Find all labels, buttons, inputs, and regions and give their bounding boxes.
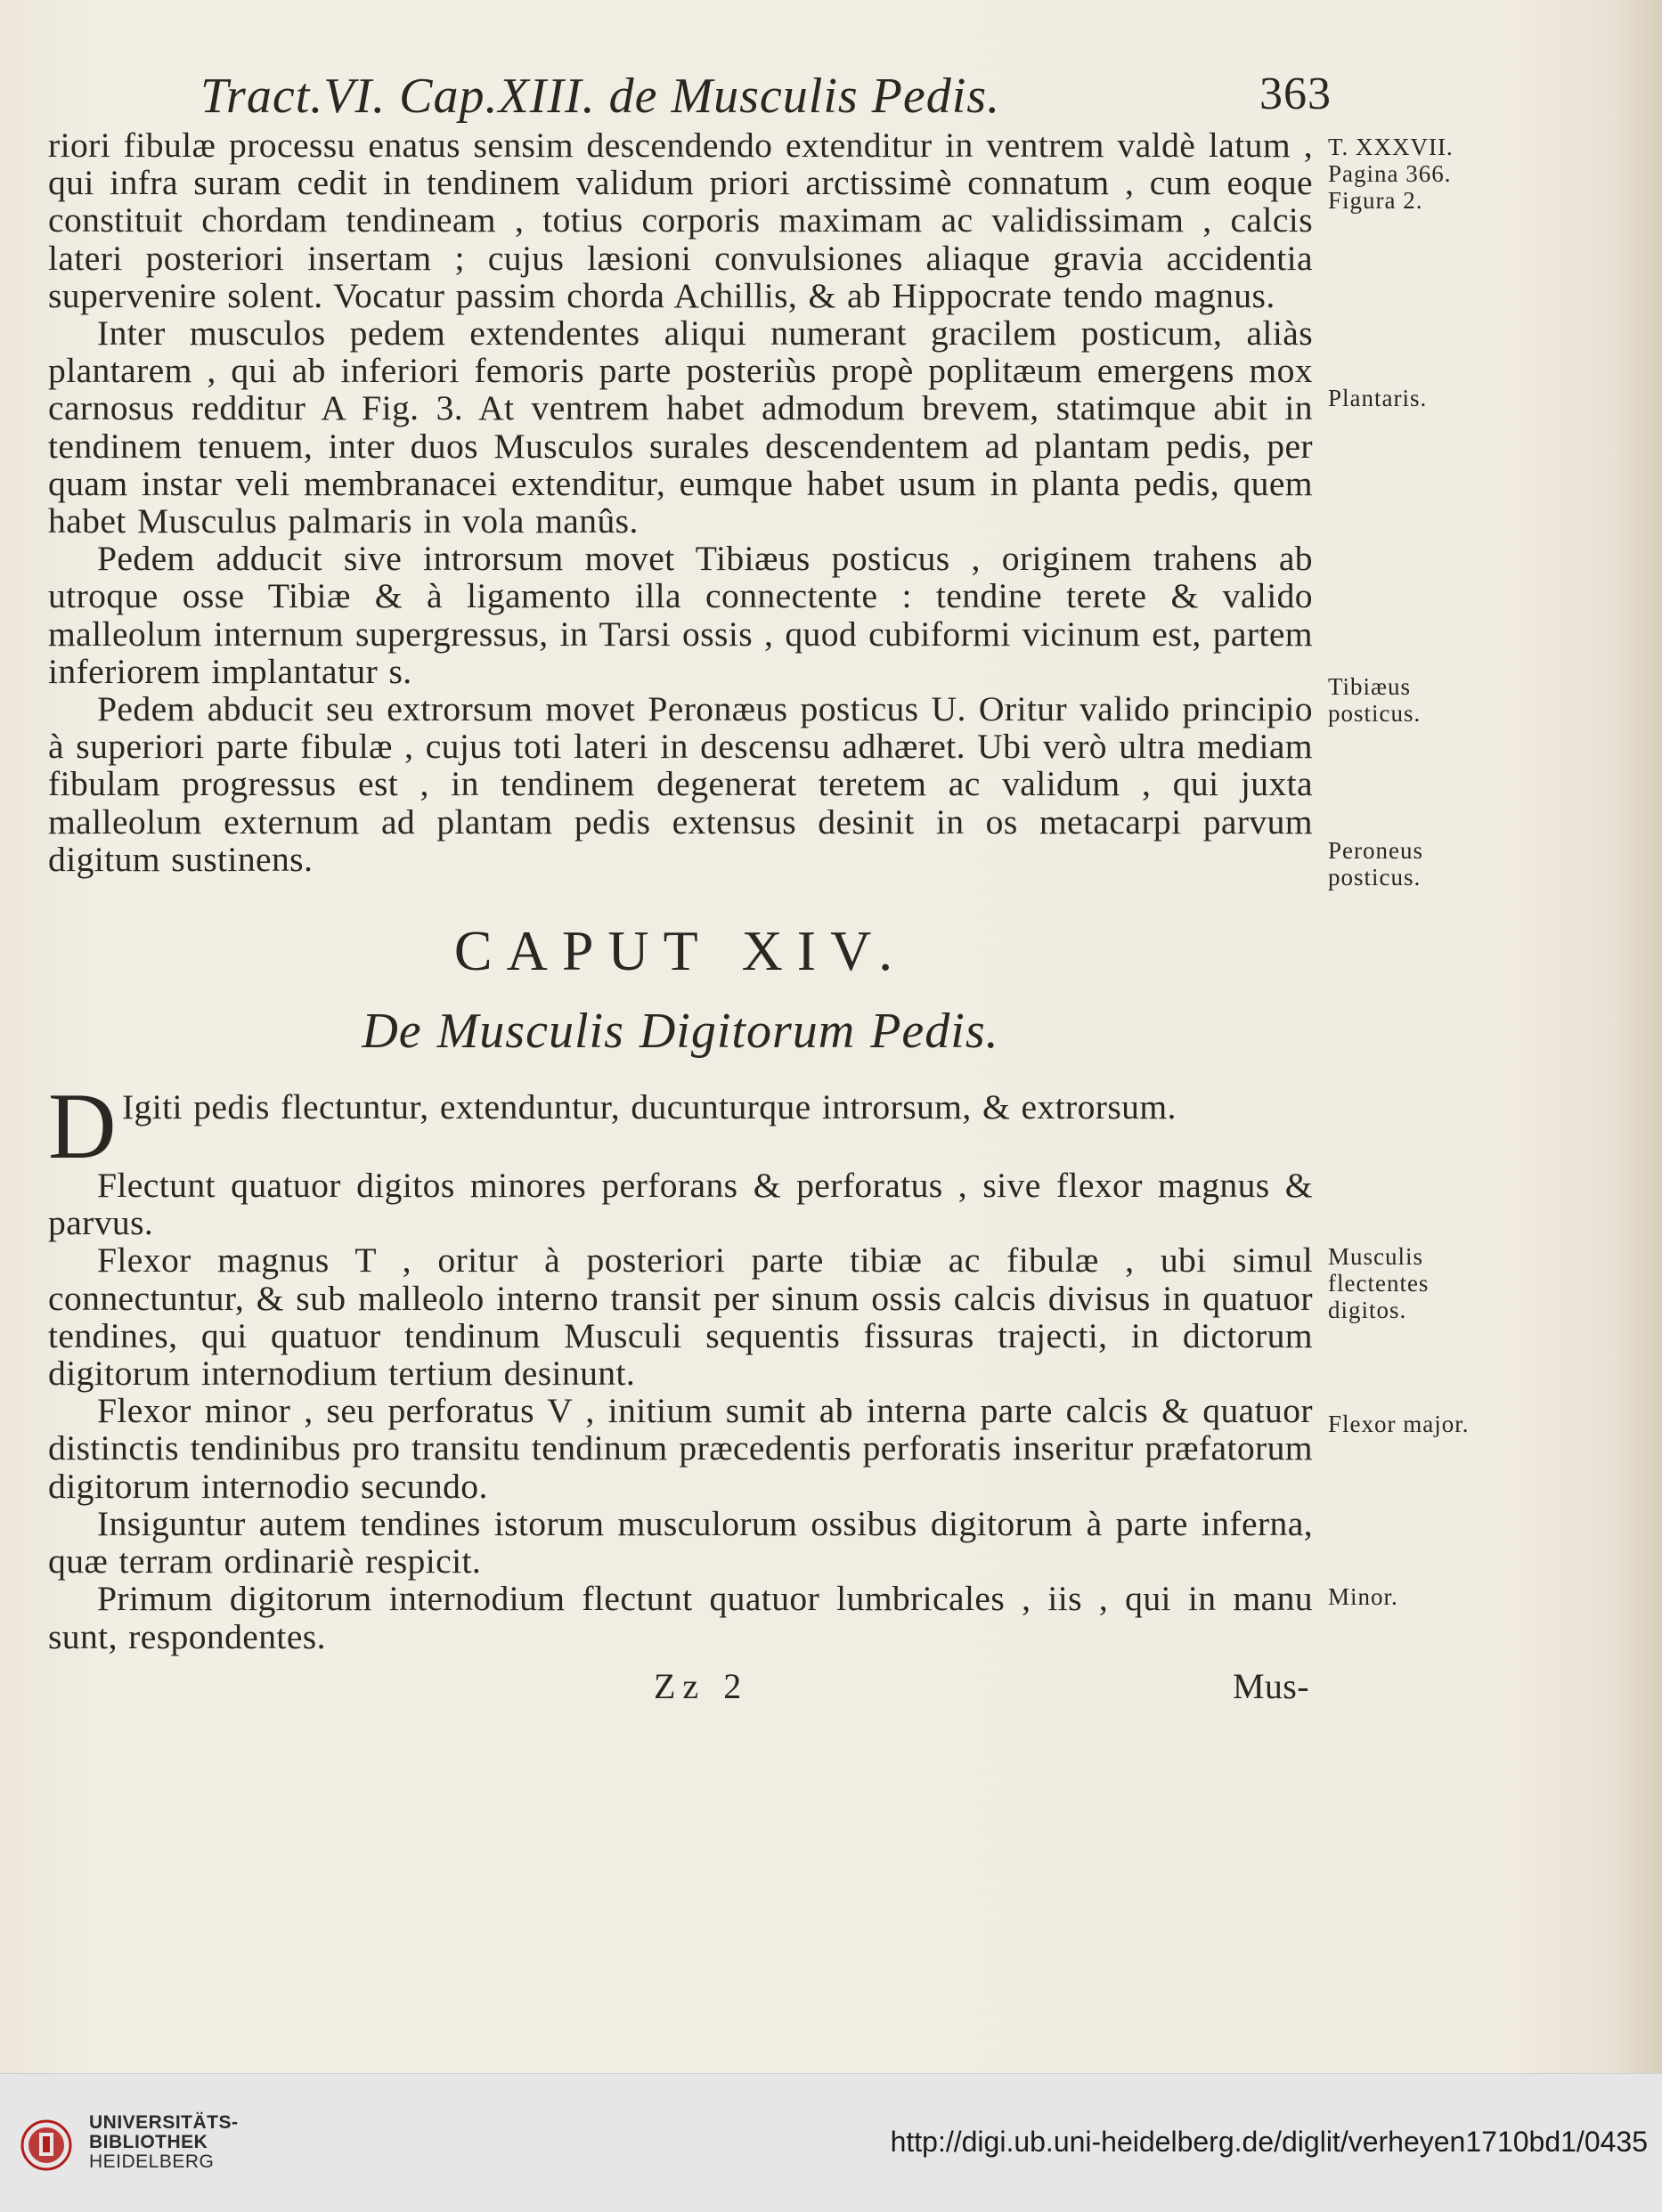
library-name-line: UNIVERSITÄTS- bbox=[89, 2112, 239, 2133]
paragraph: Inter musculos pedem extendentes aliqui numerant gracilem posticum, aliàs plantarem , qui ab inferiori femoris parte posteriùs propè poplitæum emergens mox carnosus redditur A Fig. 3. At ventrem habet admodum brevem, statimque abit in tendinem tenuem, inter duos Musculos surales descendentem ad plantam pedis, per quam instar veli membranacei extenditur, eumque habet usum in planta pedis, quem habet Musculus palmaris in vola manûs. bbox=[48, 313, 1313, 541]
catchword: Mus- bbox=[1232, 1665, 1309, 1706]
margin-note-tibiaeus: Tibiæus posticus. bbox=[1328, 673, 1422, 727]
paragraph: Pedem adducit sive introrsum movet Tibiæus posticus , originem trahens ab utroque osse Tibiæ & à ligamento illa connectente : tendine terete & valido malleolum internum supergressus, in Tarsi ossis , quod cubiformi vicinum est, partem inferiorem implantatur s. bbox=[48, 539, 1313, 691]
margin-note-plate: T. XXXVII. Pagina 366. Figura 2. bbox=[1328, 134, 1454, 214]
paragraph: Flexor minor , seu perforatus V , initium sumit ab interna parte calcis & quatuor distinctis tendinibus pro transitu tendinum præcedentis perforatis inseritur præfatorum digitorum internodio secundo. bbox=[48, 1391, 1313, 1506]
paragraph: Pedem abducit seu extrorsum movet Peronæus posticus U. Oritur valido principio à superiori parte fibulæ , cujus toti lateri in descensu adhæret. Ubi verò ultra mediam fibulam progressus est , in tendinem degenerat teretem ac validum , qui juxta malleolum externum ad plantam pedis extensus desinit in os metacarpi parvum digitum sustinens. bbox=[48, 689, 1313, 879]
university-seal-icon bbox=[20, 2110, 73, 2181]
library-name-line: HEIDELBERG bbox=[89, 2151, 215, 2172]
drop-cap-paragraph bbox=[48, 1074, 1313, 1179]
paragraph: Igiti pedis flectuntur, extenduntur, ducunturque introrsum, & extrorsum. bbox=[121, 1087, 1177, 1127]
signature-mark: Zz 2 bbox=[654, 1665, 749, 1706]
paragraph: Flexor magnus T , oritur à posteriori parte tibiæ ac fibulæ , ubi simul connectuntur, & sub malleolo interno transit per sinum ossis calcis divisus in quatuor tendines, qui quatuor tendinum Musculi sequentis fissuras trajecti, in dictorum digitorum internodium tertium desinunt. bbox=[48, 1240, 1313, 1394]
margin-note-plantaris: Plantaris. bbox=[1328, 385, 1428, 411]
library-logo-text bbox=[89, 2113, 239, 2172]
body-text bbox=[48, 126, 1313, 1707]
page-foot bbox=[48, 1665, 1313, 1707]
chapter-subtitle: De Musculis Digitorum Pedis. bbox=[362, 1004, 999, 1060]
library-name-line: BIBLIOTHEK bbox=[89, 2132, 208, 2152]
chapter-heading: CAPUT XIV. bbox=[453, 919, 908, 983]
margin-note-minor: Minor. bbox=[1328, 1583, 1398, 1610]
permalink-url[interactable]: http://digi.ub.uni-heidelberg.de/diglit/verheyen1710bd1/0435 bbox=[890, 2126, 1648, 2158]
margin-note-peroneus: Peroneus posticus. bbox=[1328, 837, 1423, 890]
paragraph: Primum digitorum internodium flectunt quatuor lumbricales , iis , qui in manu sunt, respondentes. bbox=[48, 1579, 1313, 1656]
paragraph: riori fibulæ processu enatus sensim descendendo extenditur in ventrem valdè latum , qui infra suram cedit in tendinem validum priori arctissimè connatum , cum eoque constituit chordam tendineam , totius corporis maximam ac validissimam , calcis lateri posteriori insertam ; cujus læsioni convulsiones aliaque gravia accidentia supervenire solent. Vocatur passim chorda Achillis, & ab Hippocrate tendo magnus. bbox=[48, 126, 1313, 315]
footer-bar bbox=[0, 2073, 1662, 2212]
margin-note-flexor-major: Flexor major. bbox=[1328, 1411, 1470, 1437]
running-head bbox=[200, 68, 1332, 130]
margin-note-musculis: Musculis flectentes digitos. bbox=[1328, 1243, 1430, 1323]
drop-cap: D bbox=[48, 1074, 117, 1179]
page-number: 363 bbox=[1259, 69, 1332, 119]
paragraph: Flectunt quatuor digitos minores perforans & perforatus , sive flexor magnus & parvus. bbox=[48, 1166, 1313, 1243]
running-head-title: Tract.VI. Cap.XIII. de Musculis Pedis. bbox=[200, 69, 1001, 124]
paragraph: Insiguntur autem tendines istorum musculorum ossibus digitorum à parte inferna, quæ terram ordinariè respicit. bbox=[48, 1503, 1313, 1582]
